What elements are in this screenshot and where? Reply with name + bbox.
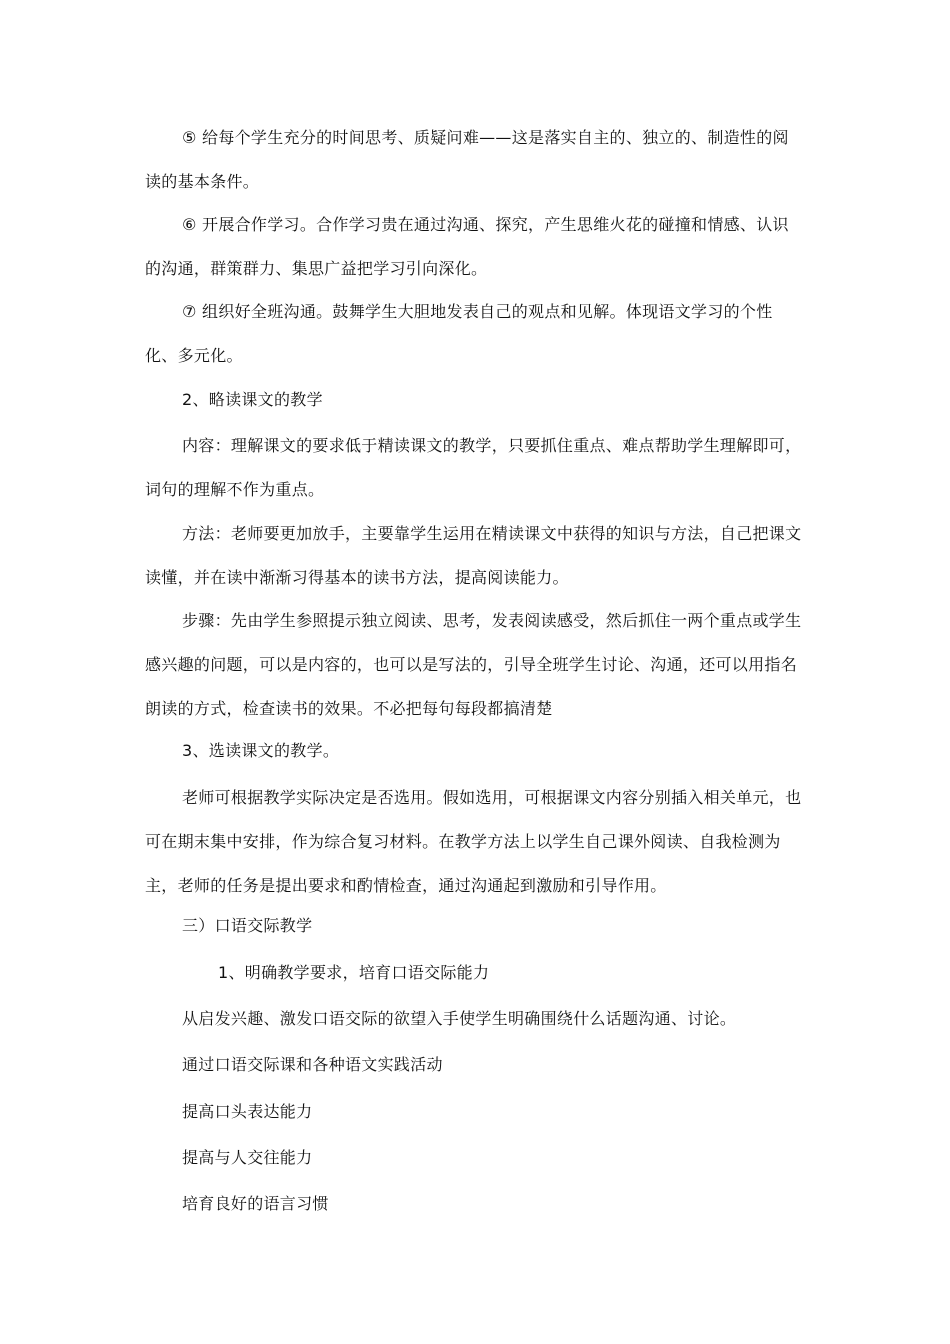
paragraph-item-6: ⑥ 开展合作学习。合作学习贵在通过沟通、探究，产生思维火花的碰撞和情感、认识的沟通，群策群力、集思广益把学习引向深化。 [145,215,789,278]
paragraph-item-7: ⑦ 组织好全班沟通。鼓舞学生大胆地发表自己的观点和见解。体现语文学习的个性化、多元化。 [145,302,773,365]
oral-line-2: 通过口语交际课和各种语文实践活动 [182,1055,443,1074]
oral-line-5: 培育良好的语言习惯 [182,1194,329,1213]
oral-line-3: 提高口头表达能力 [182,1102,313,1121]
paragraph-item-5: ⑤ 给每个学生充分的时间思考、质疑问难——这是落实自主的、独立的、制造性的阅读的基本条件。 [145,128,789,191]
oral-line-4: 提高与人交往能力 [182,1148,313,1167]
subheading-oral-requirements: 1、明确教学要求，培育口语交际能力 [218,963,490,982]
section-heading-selected-reading: 3、选读课文的教学。 [182,741,340,760]
paragraph-content: 内容：理解课文的要求低于精读课文的教学，只要抓住重点、难点帮助学生理解即可，词句的理解不作为重点。 [145,436,802,499]
paragraph-method: 方法：老师要更加放手，主要靠学生运用在精读课文中获得的知识与方法，自己把课文读懂，并在读中渐渐习得基本的读书方法，提高阅读能力。 [145,524,802,587]
section-heading-skim-reading: 2、略读课文的教学 [182,390,323,409]
paragraph-selected-reading: 老师可根据教学实际决定是否选用。假如选用，可根据课文内容分别插入相关单元，也可在期末集中安排，作为综合复习材料。在教学方法上以学生自己课外阅读、自我检测为主，老师的任务是提出要求和酌情检查，通过沟通起到激励和引导作用。 [145,788,802,895]
paragraph-steps: 步骤：先由学生参照提示独立阅读、思考，发表阅读感受，然后抓住一两个重点或学生感兴趣的问题，可以是内容的，也可以是写法的，引导全班学生讨论、沟通，还可以用指名朗读的方式，检查读书的效果。不必把每句每段都搞清楚 [145,611,802,718]
oral-line-1: 从启发兴趣、激发口语交际的欲望入手使学生明确围绕什么话题沟通、讨论。 [182,1009,737,1028]
section-heading-oral-communication: 三）口语交际教学 [182,916,313,935]
